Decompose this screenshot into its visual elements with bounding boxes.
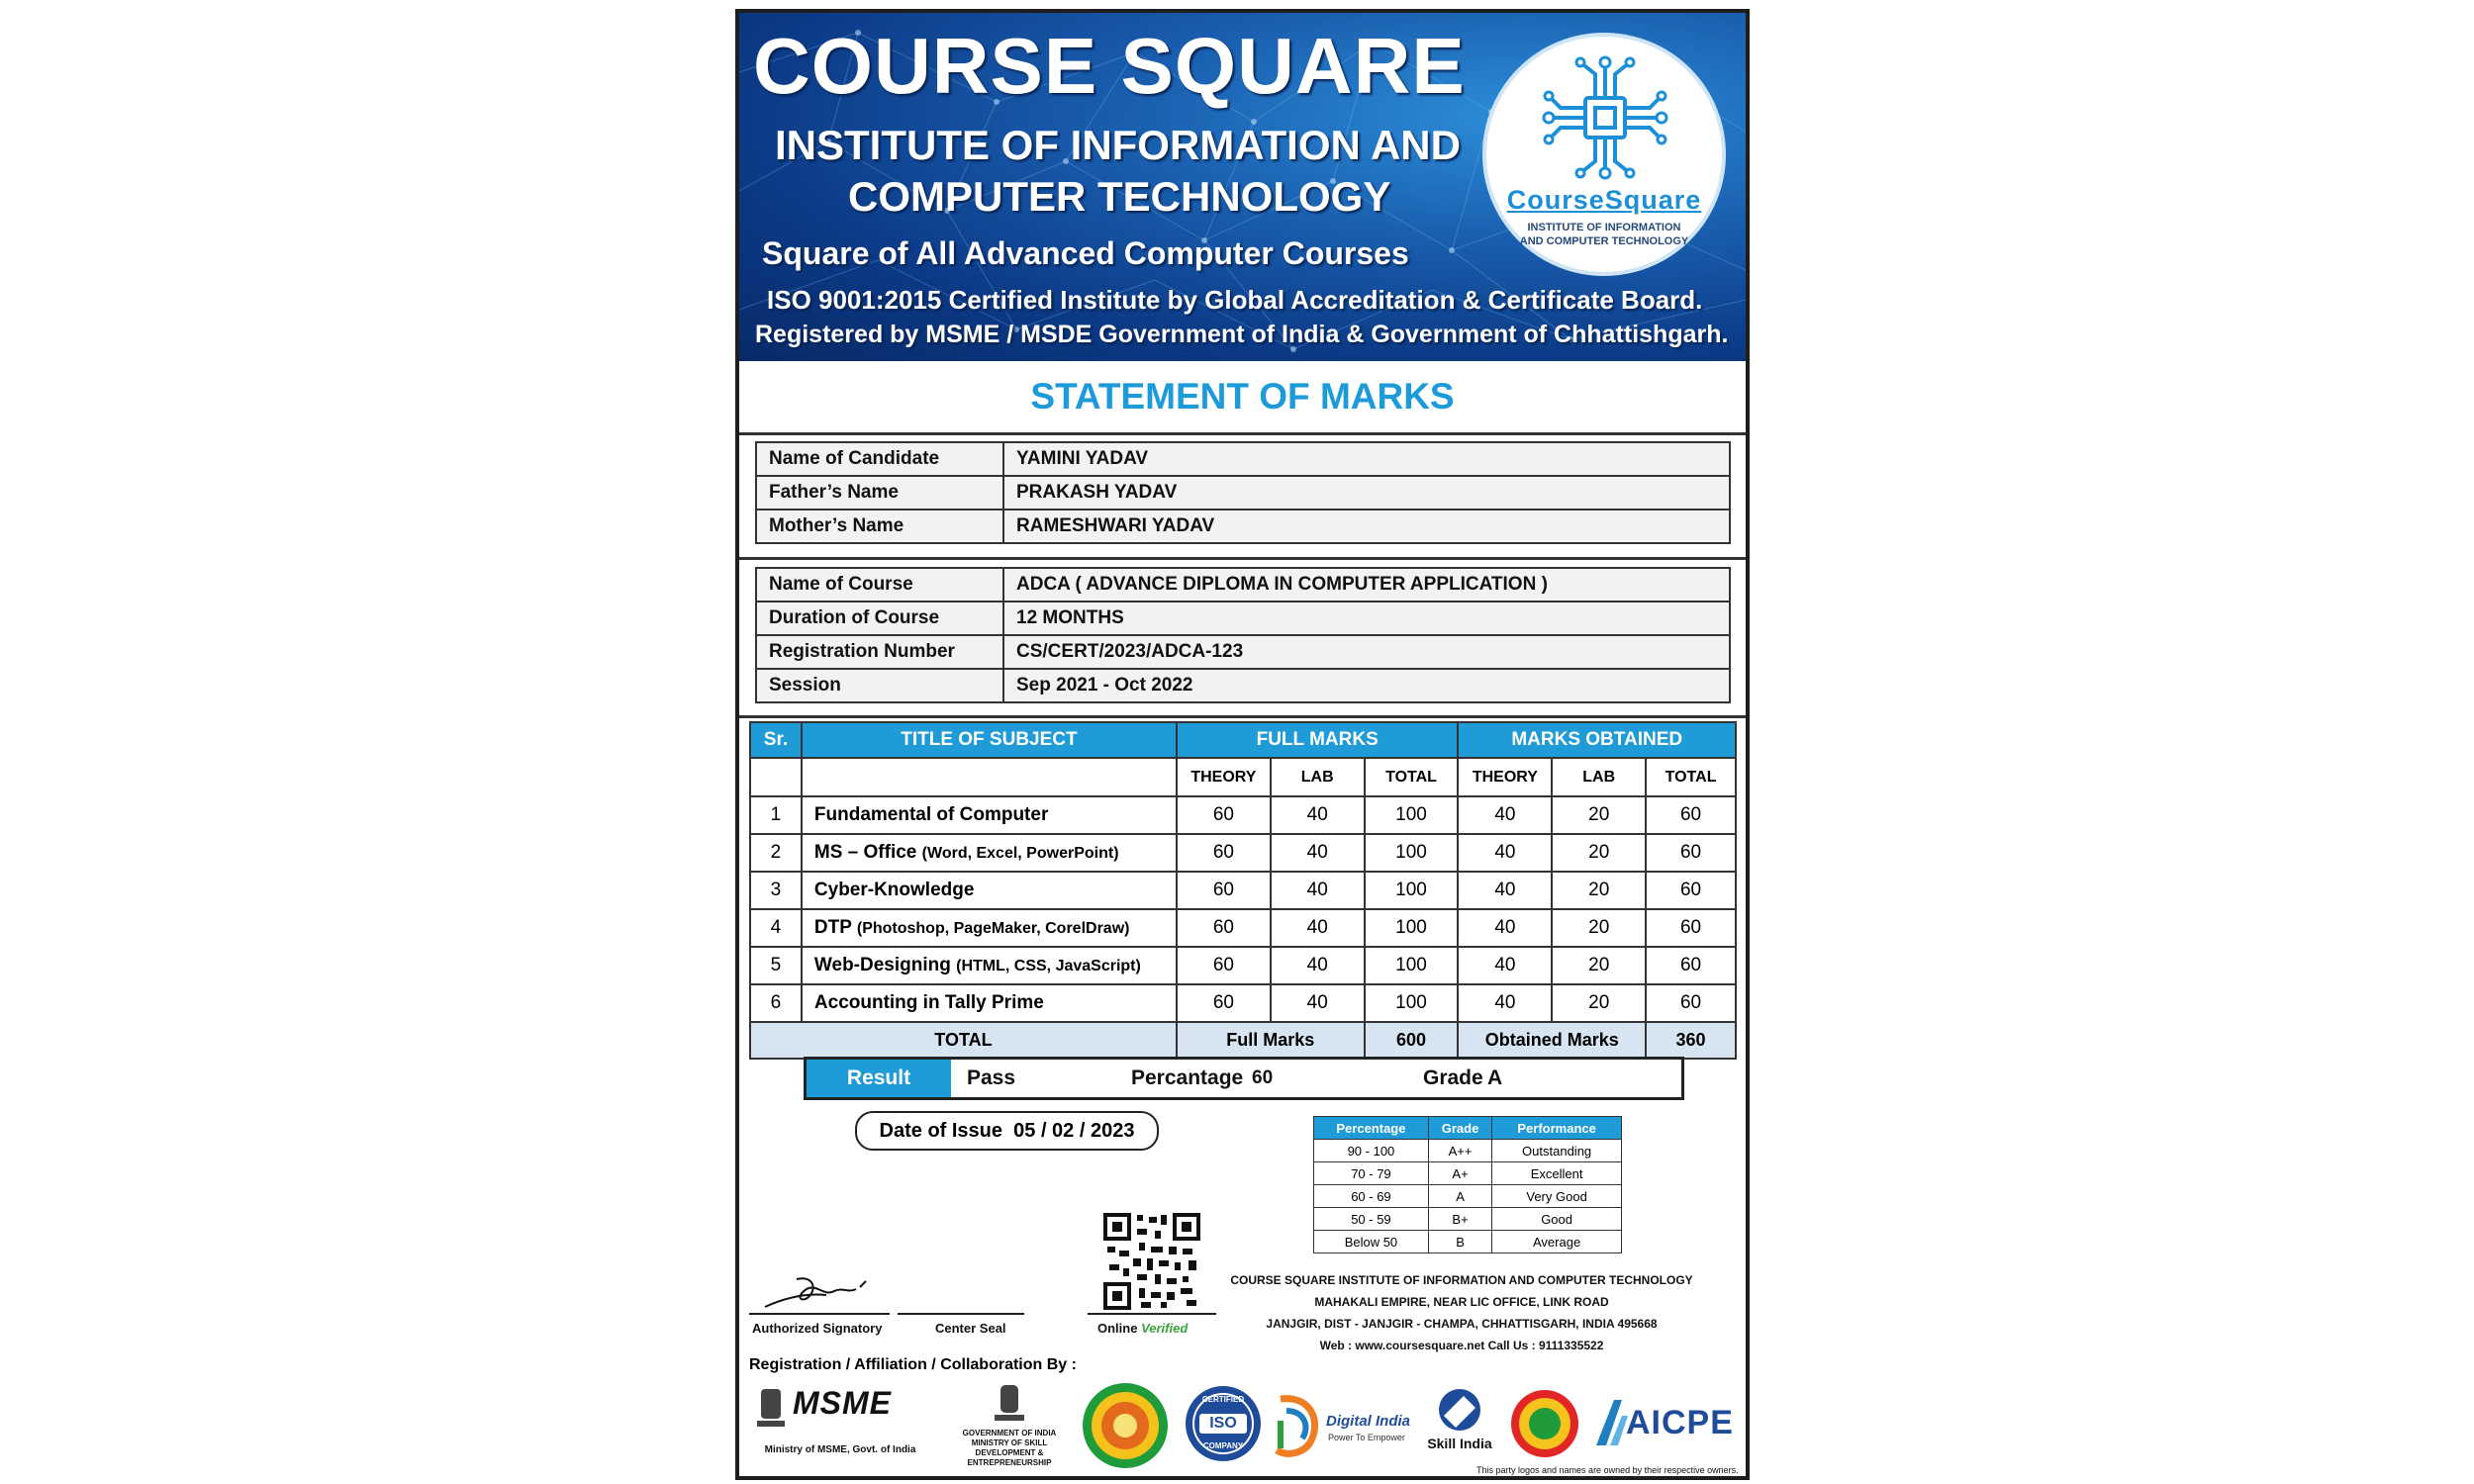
obtained-lab-cell: 20: [1552, 909, 1646, 947]
grading-percentage-cell: 60 - 69: [1314, 1185, 1429, 1208]
table-row: [1314, 1208, 1622, 1231]
full-theory-cell: 60: [1177, 909, 1271, 947]
marks-subheader-row: [750, 758, 1736, 796]
table-row: [1314, 1185, 1622, 1208]
full-total-cell: 100: [1365, 947, 1459, 984]
digital-india-icon: [1271, 1391, 1324, 1460]
subject-title: Cyber-Knowledge: [813, 880, 975, 900]
institute-tagline: Square of All Advanced Computer Courses: [762, 235, 1409, 271]
mother-name-value: RAMESHWARI YADAV: [1003, 510, 1730, 543]
mother-name-row: [756, 510, 1730, 543]
table-row: [1314, 1162, 1622, 1185]
iso-company-text: COMPANY: [1202, 1441, 1244, 1450]
msme-logo: [755, 1385, 923, 1459]
course-duration-label: Duration of Course: [756, 602, 1003, 635]
result-bar: [804, 1057, 1684, 1100]
full-theory-header: THEORY: [1177, 758, 1271, 796]
full-lab-cell: 40: [1271, 909, 1365, 947]
date-of-issue-value: 05 / 02 / 2023: [1013, 1120, 1135, 1142]
obtained-total-header: TOTAL: [1646, 758, 1736, 796]
percentage-label: Percantage: [1131, 1067, 1244, 1089]
skill-india-icon: [1434, 1386, 1485, 1434]
grading-grade-header: Grade: [1428, 1117, 1491, 1140]
full-theory-cell: 60: [1177, 947, 1271, 984]
table-row: [750, 872, 1736, 909]
obtained-theory-header: THEORY: [1458, 758, 1552, 796]
statement-title: STATEMENT OF MARKS: [739, 361, 1746, 435]
verified-text: Verified: [1141, 1321, 1189, 1336]
grading-performance-cell: Excellent: [1492, 1162, 1622, 1185]
iso-certification-text: ISO 9001:2015 Certified Institute by Global Accreditation & Certificate Board.: [767, 285, 1703, 315]
grading-percentage-cell: 50 - 59: [1314, 1208, 1429, 1231]
total-label: TOTAL: [750, 1022, 1177, 1059]
candidate-name-label: Name of Candidate: [756, 442, 1003, 476]
obtained-theory-cell: 40: [1458, 984, 1552, 1022]
grading-percentage-header: Percentage: [1314, 1117, 1429, 1140]
grading-header-row: [1314, 1117, 1622, 1140]
grading-grade-cell: A++: [1428, 1140, 1491, 1162]
subject-cell: [802, 947, 1177, 984]
iso-logo: [1184, 1384, 1263, 1463]
obtained-lab-cell: 20: [1552, 796, 1646, 834]
logo-subtext: [1486, 221, 1722, 248]
grading-grade-cell: A: [1428, 1185, 1491, 1208]
registration-number-row: [756, 635, 1730, 669]
grading-percentage-cell: 70 - 79: [1314, 1162, 1429, 1185]
chhattisgarh-seal-icon: [1081, 1381, 1170, 1470]
obtained-total-cell: 60: [1646, 834, 1736, 872]
full-lab-cell: 40: [1271, 834, 1365, 872]
registration-number-label: Registration Number: [756, 635, 1003, 669]
full-lab-cell: 40: [1271, 872, 1365, 909]
ashoka-emblem-icon: [993, 1383, 1026, 1427]
full-marks-header: FULL MARKS: [1177, 722, 1459, 758]
full-total-cell: 100: [1365, 796, 1459, 834]
marks-total-row: [750, 1022, 1736, 1059]
sr-cell: 6: [750, 984, 802, 1022]
obtained-marks-label: Obtained Marks: [1458, 1022, 1646, 1059]
full-theory-cell: 60: [1177, 872, 1271, 909]
obtained-lab-cell: 20: [1552, 872, 1646, 909]
grading-performance-header: Performance: [1492, 1117, 1622, 1140]
candidate-name-row: [756, 442, 1730, 476]
obtained-total-cell: 60: [1646, 947, 1736, 984]
grading-performance-cell: Average: [1492, 1231, 1622, 1253]
obtained-theory-cell: 40: [1458, 947, 1552, 984]
full-total-cell: 100: [1365, 834, 1459, 872]
course-duration-row: [756, 602, 1730, 635]
address-line1: COURSE SQUARE INSTITUTE OF INFORMATION AND COMPUTER TECHNOLOGY: [1230, 1273, 1693, 1287]
authorized-signatory-label: Authorized Signatory: [752, 1321, 883, 1336]
father-name-value: PRAKASH YADAV: [1003, 476, 1730, 510]
session-value: Sep 2021 - Oct 2022: [1003, 669, 1730, 702]
msme-caption: Ministry of MSME, Govt. of India: [764, 1444, 916, 1455]
subject-detail: (Word, Excel, PowerPoint): [921, 845, 1119, 862]
subject-detail: (HTML, CSS, JavaScript): [956, 958, 1141, 974]
full-theory-cell: 60: [1177, 834, 1271, 872]
obtained-marks-value: 360: [1646, 1022, 1736, 1059]
grading-scale-table: [1313, 1116, 1622, 1253]
iso-text: ISO: [1209, 1415, 1237, 1432]
grade-value: A: [1487, 1067, 1503, 1089]
sr-cell: 4: [750, 909, 802, 947]
table-row: [750, 796, 1736, 834]
obtained-total-cell: 60: [1646, 984, 1736, 1022]
candidate-name-value: YAMINI YADAV: [1003, 442, 1730, 476]
msde-logo: [945, 1383, 1074, 1467]
grading-grade-cell: B+: [1428, 1208, 1491, 1231]
qr-code[interactable]: [1103, 1213, 1200, 1310]
digital-india-sub: Power To Empower: [1328, 1433, 1405, 1442]
obtained-theory-cell: 40: [1458, 909, 1552, 947]
sr-cell: 2: [750, 834, 802, 872]
course-info-table: [755, 567, 1731, 703]
aibit-seal-icon: [1509, 1388, 1580, 1459]
course-name-label: Name of Course: [756, 568, 1003, 602]
course-duration-value: 12 MONTHS: [1003, 602, 1730, 635]
table-row: [750, 909, 1736, 947]
handwritten-signature: [757, 1267, 896, 1313]
grading-percentage-cell: Below 50: [1314, 1231, 1429, 1253]
full-marks-label: Full Marks: [1177, 1022, 1365, 1059]
institute-title: COURSE SQUARE: [753, 22, 1466, 110]
logo-wordmark: CourseSquare: [1506, 185, 1702, 215]
center-seal-label: Center Seal: [935, 1321, 1006, 1336]
subject-title: Accounting in Tally Prime: [813, 992, 1044, 1013]
full-theory-cell: 60: [1177, 984, 1271, 1022]
skill-india-logo: [1420, 1386, 1499, 1465]
full-theory-cell: 60: [1177, 796, 1271, 834]
full-marks-value: 600: [1365, 1022, 1459, 1059]
father-name-label: Father’s Name: [756, 476, 1003, 510]
candidate-info-section: [739, 432, 1746, 560]
grading-percentage-cell: 90 - 100: [1314, 1140, 1429, 1162]
course-name-row: [756, 568, 1730, 602]
course-name-value: ADCA ( ADVANCE DIPLOMA IN COMPUTER APPLICATION ): [1003, 568, 1730, 602]
date-of-issue-label: Date of Issue: [879, 1120, 1003, 1142]
sr-cell: 5: [750, 947, 802, 984]
circuit-chip-icon: [1541, 54, 1669, 181]
registration-number-value: CS/CERT/2023/ADCA-123: [1003, 635, 1730, 669]
subject-title: Web-Designing: [813, 955, 951, 975]
father-name-row: [756, 476, 1730, 510]
sr-cell: 1: [750, 796, 802, 834]
full-lab-cell: 40: [1271, 796, 1365, 834]
digital-india-text: Digital India: [1326, 1413, 1411, 1430]
digital-india-logo: [1271, 1391, 1409, 1462]
online-line: [1088, 1313, 1216, 1315]
table-row: [750, 834, 1736, 872]
partners-label: Registration / Affiliation / Collaboration By :: [749, 1356, 1077, 1373]
grading-grade-cell: B: [1428, 1231, 1491, 1253]
subject-cell: [802, 909, 1177, 947]
seal-line: [898, 1313, 1024, 1315]
grading-grade-cell: A+: [1428, 1162, 1491, 1185]
aicpe-logo: [1592, 1396, 1736, 1455]
full-total-cell: 100: [1365, 909, 1459, 947]
marks-table: [749, 721, 1737, 1060]
candidate-info-table: [755, 441, 1731, 544]
subject-title: Fundamental of Computer: [813, 804, 1049, 825]
full-total-cell: 100: [1365, 984, 1459, 1022]
full-lab-header: LAB: [1271, 758, 1365, 796]
obtained-total-cell: 60: [1646, 796, 1736, 834]
obtained-lab-header: LAB: [1552, 758, 1646, 796]
subject-cell: [802, 834, 1177, 872]
mother-name-label: Mother’s Name: [756, 510, 1003, 543]
registration-text: Registered by MSME / MSDE Government of India & Government of Chhattishgarh.: [755, 321, 1729, 348]
obtained-theory-cell: 40: [1458, 834, 1552, 872]
aicpe-wordmark: AICPE: [1626, 1404, 1734, 1441]
partner-disclaimer: This party logos and names are owned by their respective owners.: [1476, 1465, 1739, 1475]
obtained-total-cell: 60: [1646, 872, 1736, 909]
obtained-total-cell: 60: [1646, 909, 1736, 947]
session-row: [756, 669, 1730, 702]
grading-performance-cell: Very Good: [1492, 1185, 1622, 1208]
subject-detail: (Photoshop, PageMaker, CorelDraw): [856, 920, 1130, 937]
marks-obtained-header: MARKS OBTAINED: [1458, 722, 1736, 758]
table-row: [750, 947, 1736, 984]
contact-line: Web : www.coursesquare.net Call Us : 9111335522: [1319, 1339, 1604, 1352]
iso-certified-text: CERTIFIED: [1201, 1395, 1245, 1404]
full-lab-cell: 40: [1271, 984, 1365, 1022]
full-total-header: TOTAL: [1365, 758, 1459, 796]
signatory-line: [749, 1313, 890, 1315]
msme-wordmark: MSME: [793, 1385, 892, 1421]
course-info-section: [739, 557, 1746, 718]
institute-logo: [1482, 33, 1726, 276]
subject-header: TITLE OF SUBJECT: [802, 722, 1177, 758]
table-row: [750, 984, 1736, 1022]
logo-subtext-line2: AND COMPUTER TECHNOLOGY: [1519, 235, 1689, 247]
institute-subtitle-line2: COMPUTER TECHNOLOGY: [848, 173, 1391, 220]
grade-label: Grade: [1423, 1067, 1483, 1089]
online-verified-label: [1097, 1321, 1188, 1336]
sr-cell: 3: [750, 872, 802, 909]
institute-subtitle-line1: INSTITUTE OF INFORMATION AND: [775, 122, 1461, 168]
skill-india-text: Skill India: [1427, 1436, 1492, 1451]
marks-statement-certificate: [735, 9, 1750, 1480]
session-label: Session: [756, 669, 1003, 702]
result-value: Pass: [967, 1067, 1016, 1089]
grading-performance-cell: Outstanding: [1492, 1140, 1622, 1162]
table-row: [1314, 1231, 1622, 1253]
address-line2: MAHAKALI EMPIRE, NEAR LIC OFFICE, LINK ROAD: [1314, 1295, 1609, 1309]
emblem-icon: [755, 1385, 787, 1431]
date-of-issue-badge: [855, 1111, 1159, 1151]
address-line3: JANJGIR, DIST - JANJGIR - CHAMPA, CHHATTISGARH, INDIA 495668: [1266, 1317, 1658, 1331]
subject-title: MS – Office: [813, 842, 917, 863]
obtained-theory-cell: 40: [1458, 872, 1552, 909]
obtained-lab-cell: 20: [1552, 947, 1646, 984]
online-text: Online: [1097, 1321, 1138, 1336]
subject-cell: [802, 796, 1177, 834]
table-row: [1314, 1140, 1622, 1162]
obtained-theory-cell: 40: [1458, 796, 1552, 834]
grading-performance-cell: Good: [1492, 1208, 1622, 1231]
sr-header: Sr.: [750, 722, 802, 758]
subject-cell: [802, 984, 1177, 1022]
logo-subtext-line1: INSTITUTE OF INFORMATION: [1527, 222, 1681, 233]
full-total-cell: 100: [1365, 872, 1459, 909]
result-label: Result: [807, 1060, 951, 1097]
obtained-lab-cell: 20: [1552, 834, 1646, 872]
marks-header-row: [750, 722, 1736, 758]
full-lab-cell: 40: [1271, 947, 1365, 984]
obtained-lab-cell: 20: [1552, 984, 1646, 1022]
subject-cell: [802, 872, 1177, 909]
subject-title: DTP: [813, 917, 852, 938]
header-banner: [739, 13, 1746, 361]
percentage-value: 60: [1252, 1067, 1274, 1088]
msde-caption: GOVERNMENT OF INDIA MINISTRY OF SKILL DEVELOPMENT & ENTREPRENEURSHIP: [962, 1429, 1057, 1467]
